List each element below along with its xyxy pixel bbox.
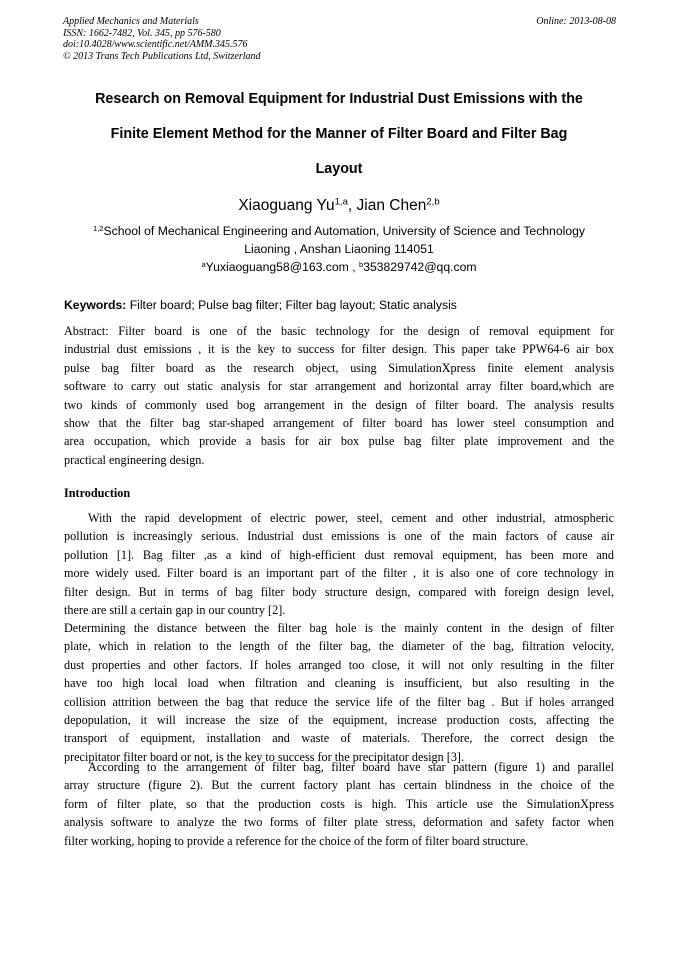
keywords-text: Filter board; Pulse bag filter; Filter bag layout; Static analysis	[126, 298, 457, 312]
paragraph-line: have too high local load when filtration and cleaning is insufficient, but also resulting in the	[64, 676, 614, 691]
abstract-line: two kinds of commonly used bog arrangement in the design of filter board. The analysis results	[64, 397, 614, 412]
abstract-line: practical engineering design.	[64, 452, 205, 467]
email-superscript: a	[201, 259, 206, 269]
abstract-line: Abstract: Filter board is one of the basic technology for the design of removal equipment for	[64, 324, 614, 338]
title-line: Research on Removal Equipment for Industrial Dust Emissions with the	[95, 91, 583, 107]
abstract-line: software to carry out static analysis for star arrangement and horizontal array filter board,which are	[64, 379, 614, 394]
email-address: Yuxiaoguang58@163.com ,	[205, 260, 359, 274]
intro-paragraph-2	[64, 619, 614, 766]
paragraph-line: filter design. But in terms of bag filter body structure design, compared with foreign design level,	[64, 584, 614, 599]
email-address: 353829742@qq.com	[363, 260, 477, 274]
author-name: Jian Chen	[356, 197, 427, 214]
affiliation-line	[40, 222, 638, 240]
abstract-line: industrial dust emissions , it is the key to success for filter design. This paper take PPW64-6 air box	[64, 342, 614, 357]
paragraph-line: pollution [1]. Bag filter ,as a kind of high-efficient dust removal equipment, has been more and	[64, 547, 614, 562]
paragraph-line: collision attrition between the bag that reduce the service life of the filter bag . But if holes arranged	[64, 694, 614, 709]
paragraph-line: pollution is increasingly serious. Industrial dust emissions is one of the main factors of cause air	[64, 529, 614, 544]
journal-doi: doi:10.4028/www.scientific.net/AMM.345.576	[63, 39, 248, 50]
journal-copyright: © 2013 Trans Tech Publications Ltd, Switzerland	[63, 50, 261, 62]
paragraph-line: form of filter plate, so that the production costs is high. This article use the SimulationXpress	[64, 796, 614, 811]
keywords	[64, 296, 616, 314]
paragraph-line: there are still a certain gap in our country [2].	[64, 603, 286, 618]
paragraph-line: With the rapid development of electric power, steel, cement and other industrial, atmospheric	[88, 511, 614, 525]
paragraph-line: transport of equipment, installation and waste of materials. Therefore, the correct design the	[64, 731, 614, 746]
intro-paragraph-1	[64, 509, 614, 619]
paragraph-line: plate, which in relation to the length of the filter bag, the diameter of the bag, filtration velocity,	[64, 639, 614, 654]
paragraph-line: precipitator filter board or not, is the key to success for the precipitator design [3].	[64, 749, 465, 764]
paragraph-line: array structure (figure 2). But the current factory plant has certain blindness in the choice of the	[64, 778, 614, 793]
affiliation-text: School of Mechanical Engineering and Automation, University of Science and Technology	[103, 224, 585, 238]
title-line: Layout	[315, 161, 363, 177]
author-superscript: 1,a	[334, 196, 348, 208]
paragraph-line: Determining the distance between the filter bag hole is the mainly content in the design of filter	[64, 621, 614, 635]
paragraph-line: dust properties and other factors. If holes arranged too close, it will not only resulting in the filter	[64, 657, 614, 672]
keywords-label: Keywords:	[64, 298, 127, 312]
author-separator: ,	[347, 197, 357, 214]
section-heading-introduction: Introduction	[64, 486, 131, 500]
journal-issn: ISSN: 1662-7482, Vol. 345, pp 576-580	[63, 27, 221, 39]
abstract-line: area occupation, which provide a basis for air box pulse bag filter plate improvement and the	[64, 434, 614, 449]
affiliation	[40, 222, 638, 276]
paragraph-line: depopulation, it will increase the size of the equipment, increase production costs, affecting the	[64, 713, 614, 728]
author-superscript: 2,b	[426, 196, 440, 208]
author-emails	[40, 258, 638, 276]
paragraph-line: According to the arrangement of filter bag, filter board have star pattern (figure 1) and parallel	[88, 760, 614, 774]
abstract-line: pulse bag filter board as the research object, using SimulationXpress finite element analysis	[64, 360, 614, 375]
email-superscript: b	[358, 259, 364, 269]
author-list	[40, 195, 638, 217]
affiliation-superscript: 1,2	[93, 223, 104, 233]
paragraph-line: filter working, hoping to provide a reference for the choice of the form of filter board structure.	[64, 833, 529, 848]
author-name: Xiaoguang Yu	[238, 197, 335, 214]
paragraph-line: analysis software to analyze the two forms of filter plate stress, deformation and safety factor when	[64, 815, 614, 830]
title-line: Finite Element Method for the Manner of Filter Board and Filter Bag	[110, 126, 568, 142]
paper-title	[40, 87, 638, 192]
journal-header	[63, 16, 616, 62]
paragraph-line: more widely used. Filter board is an important part of the filter , it is also one of core technology in	[64, 566, 614, 581]
intro-paragraph-3	[64, 758, 614, 850]
abstract	[64, 322, 614, 469]
abstract-line: show that the filter bag star-shaped arrangement of filter board has lower steel consumption and	[64, 416, 614, 431]
affiliation-line: Liaoning , Anshan Liaoning 114051	[244, 242, 434, 256]
journal-name: Applied Mechanics and Materials	[63, 16, 199, 27]
online-date: Online: 2013-08-08	[536, 16, 616, 27]
